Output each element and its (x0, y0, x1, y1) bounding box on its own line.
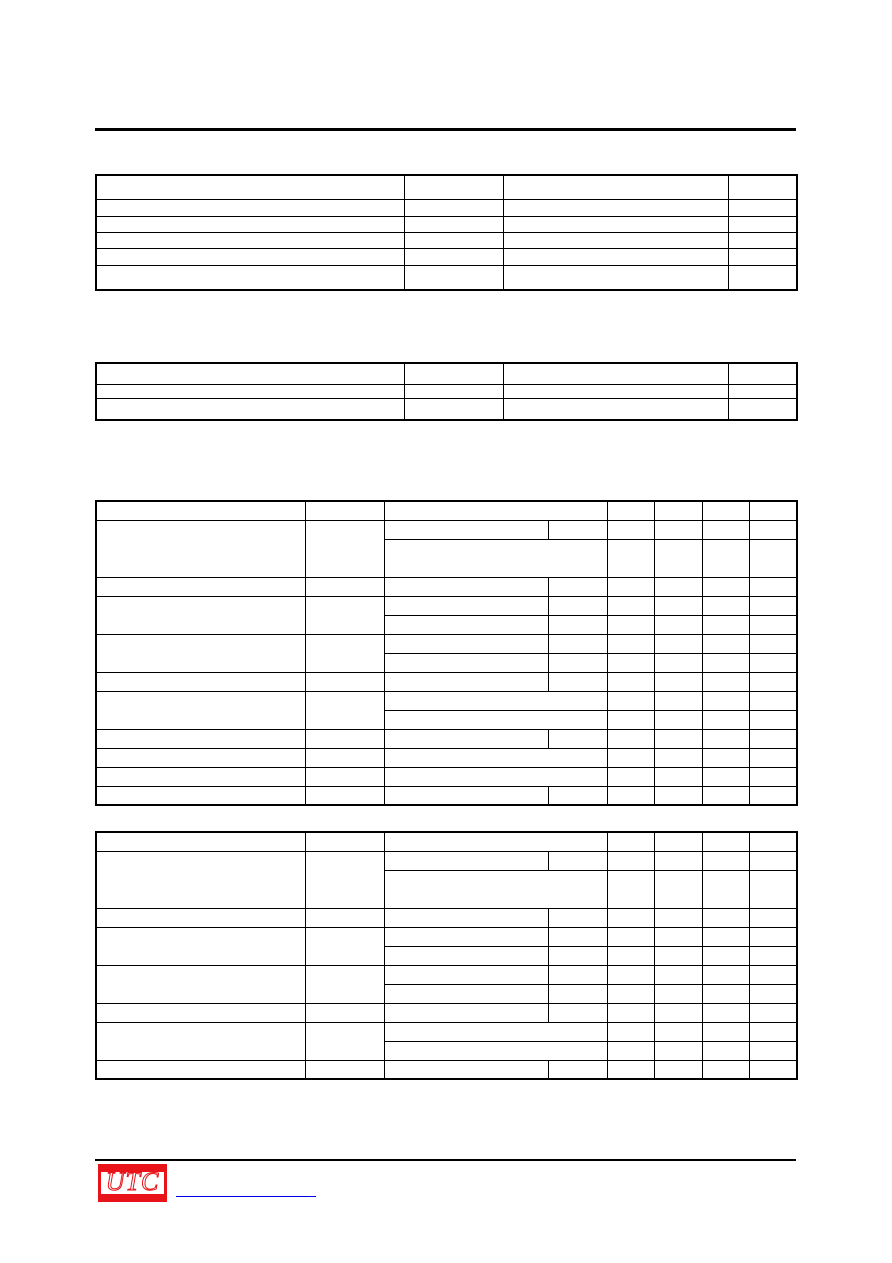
table-row (96, 596, 797, 615)
table-row (96, 1022, 797, 1041)
table-row (96, 851, 797, 870)
table-row (96, 786, 797, 805)
table-row (96, 399, 797, 420)
table-row (96, 767, 797, 786)
table-row (96, 175, 797, 200)
table-1 (95, 174, 798, 291)
table-row (96, 1003, 797, 1022)
table-4 (95, 831, 798, 1080)
table-row (96, 965, 797, 984)
table-2 (95, 362, 798, 421)
table-row (96, 216, 797, 232)
table-row (96, 672, 797, 691)
table-row (96, 729, 797, 748)
table-row (96, 908, 797, 927)
table-row (96, 363, 797, 384)
table-row (96, 577, 797, 596)
table-row (96, 1060, 797, 1079)
table-row (96, 927, 797, 946)
table-row (96, 501, 797, 520)
table-row (96, 200, 797, 216)
logo-text: UTC (105, 1167, 160, 1196)
table-row (96, 832, 797, 851)
table-row (96, 691, 797, 710)
table-3 (95, 500, 798, 806)
table-row (96, 249, 797, 265)
table-row (96, 748, 797, 767)
footer-link[interactable] (176, 1196, 316, 1197)
table-row (96, 520, 797, 539)
utc-logo (96, 1162, 169, 1204)
header-rule (95, 128, 796, 131)
footer-rule (95, 1159, 796, 1161)
table-row (96, 384, 797, 398)
table-row (96, 634, 797, 653)
table-row (96, 265, 797, 290)
table-row (96, 232, 797, 248)
